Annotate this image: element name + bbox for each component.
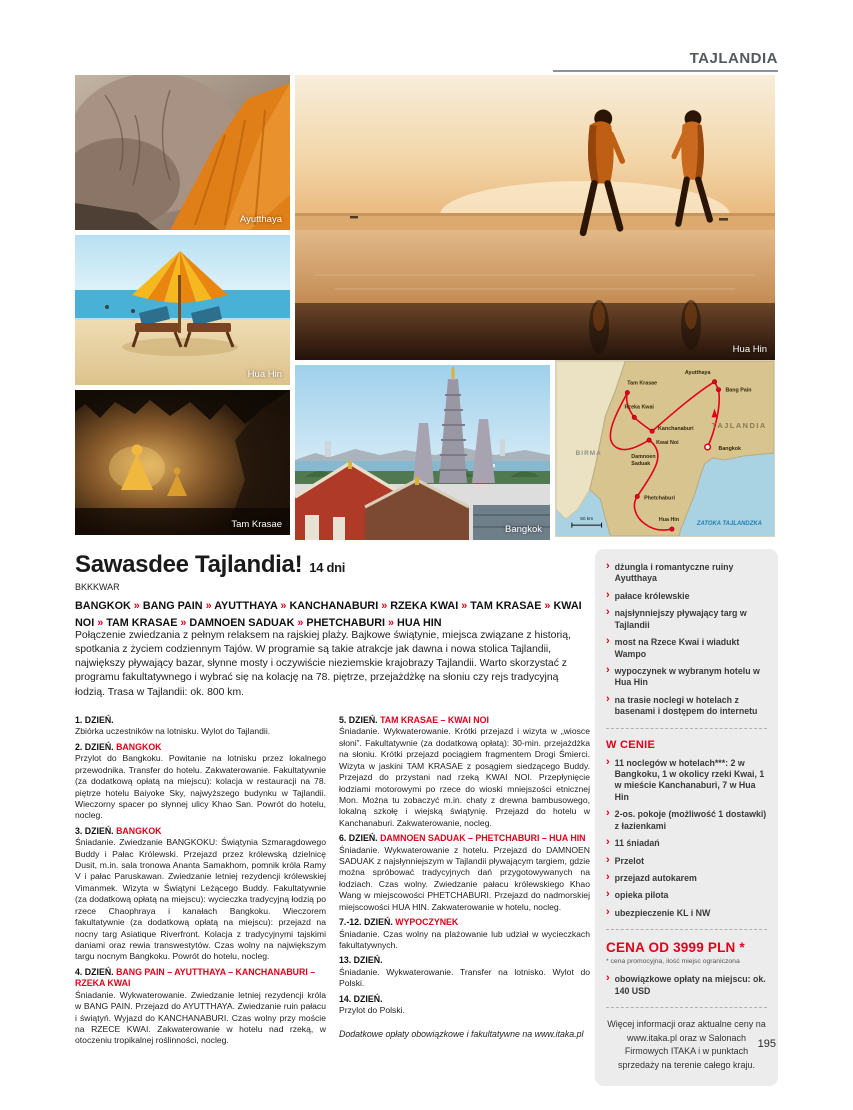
dashed-divider (606, 728, 767, 729)
cave-buddha-illustration (75, 390, 290, 535)
day-heading (75, 742, 326, 753)
photo-caption: Hua Hin (247, 369, 282, 380)
route-separator: » (277, 600, 290, 612)
day-location: TAM KRASAE – KWAI NOI (377, 715, 489, 725)
map-city-dot (716, 387, 720, 391)
included-item-label: 2-os. pokoje (możliwość 1 dostawki) z łazienkami (614, 809, 767, 831)
footnote-text: Dodatkowe opłaty obowiązkowe i fakultatywne na www.itaka.pl (339, 1028, 584, 1039)
included-item-label: opieka pilota (614, 890, 669, 901)
included-item-label: 11 noclegów w hotelach***: 2 w Bangkoku, 1 w okolicy rzeki Kwai, 1 w mieście Kanchanaburi, 7 w Hua Hin (614, 757, 765, 802)
price-note: * cena promocyjna, ilość miejsc ograniczona (606, 958, 740, 966)
map-city-dot (647, 438, 651, 442)
map-neighbor-label: BIRMA (575, 449, 602, 457)
photo-ayutthaya (75, 75, 290, 230)
chevron-icon: › (606, 853, 610, 866)
included-title: W CENIE (606, 738, 656, 751)
ayutthaya-stone-buddha-illustration (75, 75, 290, 230)
chevron-icon: › (606, 606, 610, 619)
route-stop: BANGKOK (75, 600, 131, 612)
page-number: 195 (757, 1038, 776, 1050)
chevron-icon: › (606, 888, 610, 901)
tour-title (75, 551, 591, 579)
day-heading (75, 715, 326, 726)
photo-caption: Bangkok (505, 524, 542, 535)
included-item (606, 853, 767, 867)
highlight-item (606, 637, 767, 660)
photo-caption: Tam Krasae (231, 519, 282, 530)
highlight-item-label: dżungla i romantyczne ruiny Ayutthaya (614, 562, 734, 584)
extra-fee-list (606, 974, 767, 997)
map-city-label: Tam Krasae (627, 380, 658, 387)
chevron-icon: › (606, 588, 610, 601)
dashed-divider (606, 1007, 767, 1008)
map-city-label: Phetchaburi (644, 495, 676, 502)
included-list (606, 755, 767, 920)
day-number: 7.-12. DZIEŃ. (339, 917, 393, 928)
chevron-icon: › (606, 807, 610, 820)
route-stop: RZEKA KWAI (390, 600, 459, 612)
tour-duration: 14 dni (309, 560, 346, 575)
highlight-item (606, 588, 767, 602)
header-rule (553, 70, 778, 72)
included-item (606, 890, 767, 901)
map-city-label: Bangkok (718, 445, 742, 452)
included-item (606, 905, 767, 919)
included-item-label: przejazd autokarem (614, 873, 697, 884)
chevron-icon: › (606, 871, 610, 884)
day-location: BANGKOK (113, 825, 162, 836)
route-separator: » (130, 600, 143, 612)
monks-beach-illustration (295, 75, 775, 360)
destination-header: TAJLANDIA (689, 50, 778, 67)
highlight-item (606, 562, 767, 585)
map-city-dot (632, 415, 636, 419)
day-description: Śniadanie. Wykwaterowanie z hotelu. Przejazd do DAMNOEN SADUAK z najsłynniejszym w Tajlandii pływającym targiem, gdzie można spróbować tradycyjnych dań przygotowywanych na łodziach. Czas wolny. Zwiedzanie pałacu królewskiego Khao Wang w miejscowości PHETCHABURI. Przejazd do nadmorskiej miejscowości HUA HIN. Zakwaterowanie w hotelu, nocleg. (339, 844, 590, 912)
day-number: 1. DZIEŃ. (75, 715, 114, 725)
thailand-route-map (555, 360, 775, 537)
extra-fee-label: obowiązkowe opłaty na miejscu: ok. 140 USD (614, 974, 766, 996)
day-description: Śniadanie. Wykwaterowanie. Krótki przejazd i wizyta w „wiosce słoni”. Fakultatywnie (za dodatkową opłatą): 30-min. przejażdżka na słoniu. Krótki przejazd pociągiem fragmentem Drogi Śmierci. Wizyta w jaskini TAM KRASAE z posągiem siedzącego Buddy. Przejazd do przystani nad rzeką KWAI NOI. Przepłynięcie łodziami motorowymi po rzece do wioski mniejszości etnicznej Mon. Można tu zobaczyć m.in. chaty z drewna bambusowego, lokalną szkołę i wiejską świątynię. Przejazd do hotelu w Kanchanaburi. Zakwaterowanie, nocleg. (339, 726, 590, 828)
highlight-item (606, 608, 767, 631)
day-number: 6. DZIEŃ. (339, 833, 378, 844)
day-description: Śniadanie. Wykwaterowanie. Transfer na lotnisko. Wylot do Polski. (339, 966, 590, 989)
route-stop: TAM KRASAE (106, 616, 178, 629)
map-city-dot (650, 429, 654, 433)
route-separator: » (202, 600, 215, 612)
included-item (606, 809, 767, 832)
route-separator: » (378, 600, 391, 612)
included-item (606, 838, 767, 849)
day-number: 14. DZIEŃ. (339, 993, 383, 1004)
photo-tam-krasae-cave (75, 390, 290, 535)
highlight-item (606, 692, 767, 718)
intro-paragraph: Połączenie zwiedzania z pełnym relaksem na rajskiej plaży. Bajkowe świątynie, miejsca związane z historią, spotkania z życiem codziennym Tajów. W programie są takie atrakcje jak dawna i nowa stolica Tajlandii, największy pływający bazar, słynne mosty i oczywiście nieziemskie krajobrazy Tajlandii. Warto skorzystać z programu fakultatywnego i wybrać się na kolację na 78. piętrze, przejażdżkę na słoniu czy rejs tradycyjną łodzią. Trasa w Tajlandii: ok. 800 km. (75, 630, 571, 698)
day-description: Śniadanie. Wykwaterowanie. Zwiedzanie letniej rezydencji króla w BANG PAIN. Przejazd do AYUTTHAYA. Zwiedzanie ruin pałacu i świątyń. Wyjazd do KANCHANABURI. Czas wolny przy moście na RZECE KWAI. Zakwaterowanie w hotelu nad rzeką, w otoczeniu tropikalnej roślinności, nocleg. (75, 989, 326, 1046)
itinerary-column-1 (75, 711, 326, 1050)
day-description: Śniadanie. Zwiedzanie BANGKOKU: Świątynia Szmaragdowego Buddy i Pałac Królewski. Przejazd przez królewską dzielnicę Dusit, m.in. sala tronowa Ananta Samakhom, pomnik króla Ramy V i pałac Paruskawan. Zwiedzanie letniej rezydencji królewskiej Vimanmek. Wizyta w Świątyni Leżącego Buddy. Fakultatywnie (za dodatkową opłatą na miejscu): wycieczka tradycyjną łodzią po rzece Chaophraya i kanałach Bangkoku. Wieczorem fakultatywnie (za dodatkową opłatą na miejscu): przejazd na nocny targ Asiatique Riverfront. Kolacja z tradycyjnymi tajskimi daniami oraz rewia transwestytów. Czas wolny na największym targu nocnym Bangkoku. Powrót do hotelu, nocleg. (75, 837, 326, 962)
day-number: 2. DZIEŃ. (75, 741, 114, 752)
route-stop: BANG PAIN (142, 600, 203, 612)
tour-title-text: Sawasdee Tajlandia! (75, 551, 303, 578)
day-location: BANG PAIN – AYUTTHAYA – KANCHANABURI – RZEKA KWAI (75, 966, 316, 989)
day-description: Przylot do Bangkoku. Powitanie na lotnisku przez lokalnego przewodnika. Transfer do hotelu. Zakwaterowanie. Fakultatywnie (za dodatkową opłatą na miejscu): kolacja w restauracji na 78. piętrze hotelu Baiyoke Sky, najwyższego budynku w Tajlandii. Wieczorny spacer po słynnej ulicy Khao San. Powrót do hotelu, nocleg. (75, 753, 326, 821)
chevron-icon: › (606, 905, 610, 918)
highlight-item-label: pałace królewskie (614, 590, 690, 601)
offer-sidebar (595, 549, 778, 1086)
map-scale-label: 50 km (580, 517, 594, 523)
route-map-illustration (556, 361, 774, 536)
title-block (75, 551, 591, 631)
chevron-icon: › (606, 972, 610, 985)
map-city-label: Kwai Noi (656, 440, 679, 447)
day-location: DAMNOEN SADUAK – PHETCHABURI – HUA HIN (377, 833, 586, 844)
map-city-label: Kanchanaburi (658, 426, 694, 433)
map-city-label: Damnoen Saduak (631, 453, 656, 467)
tour-code: BKKKWAR (75, 582, 120, 592)
highlight-item-label: wypoczynek w wybranym hotelu w Hua Hin (614, 665, 760, 688)
map-city-dot (670, 527, 674, 531)
highlight-item-label: most na Rzece Kwai i wiadukt Wampo (614, 637, 740, 659)
photo-caption: Ayutthaya (239, 214, 282, 225)
highlight-item-label: najsłynniejszy pływający targ w Tajlandii (614, 608, 747, 630)
route-separator: » (385, 616, 398, 629)
extra-fee-item (606, 974, 767, 997)
route-stop: HUA HIN (397, 616, 442, 629)
day-location: BANGKOK (113, 741, 162, 752)
included-item-label: 11 śniadań (614, 838, 660, 849)
day-description: Śniadanie. Czas wolny na plażowanie lub udział w wycieczkach fakultatywnych. (339, 928, 590, 951)
map-sea-label: ZATOKA TAJLANDZKA (696, 521, 762, 528)
route-stop: DAMNOEN SADUAK (189, 616, 295, 629)
map-city-label: Bang Pain (725, 387, 752, 394)
map-city-dot (635, 494, 639, 498)
chevron-icon: › (606, 692, 610, 705)
day-heading (339, 715, 590, 726)
price-label: CENA OD 3999 PLN * (606, 940, 745, 956)
chevron-icon: › (606, 663, 610, 676)
map-start-dot (705, 444, 711, 450)
chevron-icon: › (606, 836, 610, 849)
day-heading (339, 833, 590, 844)
day-location: WYPOCZYNEK (392, 917, 459, 928)
included-item-label: Przelot (614, 855, 645, 866)
chevron-icon: › (606, 560, 610, 572)
highlight-item-label: na trasie noclegi w hotelach z basenami i dostępem do internetu (614, 694, 758, 717)
beach-umbrella-illustration (75, 235, 290, 385)
map-city-label: Ayutthaya (684, 369, 711, 376)
photo-hua-hin-beach (75, 235, 290, 385)
photo-caption: Hua Hin (732, 344, 767, 355)
bangkok-temple-illustration (295, 365, 550, 540)
chevron-icon: › (606, 755, 610, 768)
route-separator: » (177, 616, 190, 629)
route-stop: KANCHANABURI (289, 600, 379, 612)
map-city-label: Rzeka Kwai (624, 404, 654, 411)
included-item (606, 755, 767, 804)
route-separator: » (94, 616, 107, 629)
route-separator: » (541, 600, 554, 612)
route-separator: » (458, 600, 471, 612)
day-heading (75, 967, 326, 990)
map-city-label: Hua Hin (658, 517, 680, 524)
chevron-icon: › (606, 635, 610, 648)
route-stop: PHETCHABURI (306, 616, 385, 629)
map-country-label: TAJLANDIA (711, 421, 767, 431)
day-number: 13. DZIEŃ. (339, 955, 383, 966)
highlights-list (606, 562, 767, 718)
route-separator: » (294, 616, 307, 629)
photo-bangkok-temple (295, 365, 550, 540)
day-heading (339, 994, 590, 1005)
included-item (606, 873, 767, 884)
day-number: 3. DZIEŃ. (75, 825, 114, 836)
itinerary-column-2 (339, 711, 590, 1050)
map-city-dot (625, 390, 629, 394)
day-description: Zbiórka uczestników na lotnisku. Wylot do Tajlandii. (75, 726, 271, 737)
map-city-dot (712, 380, 716, 384)
route-stop: TAM KRASAE (470, 600, 542, 612)
day-number: 5. DZIEŃ. (339, 715, 378, 725)
photo-monks-sunset-beach (295, 75, 775, 360)
day-heading (75, 826, 326, 837)
route-stop: AYUTTHAYA (214, 600, 278, 612)
route-line (75, 598, 591, 631)
included-item-label: ubezpieczenie KL i NW (614, 907, 711, 918)
day-heading (339, 917, 590, 928)
route-stop: KWAI NOI (75, 600, 582, 629)
dashed-divider (606, 929, 767, 930)
more-info-text: Więcej informacji oraz aktualne ceny na www.itaka.pl oraz w Salonach Firmowych ITAKA i w punktach sprzedaży na terenie całego kraju. (607, 1019, 766, 1070)
day-number: 4. DZIEŃ. (75, 966, 114, 977)
itinerary-columns (75, 711, 591, 1050)
day-description: Przylot do Polski. (339, 1005, 405, 1016)
highlight-item (606, 663, 767, 689)
day-heading (339, 955, 590, 966)
